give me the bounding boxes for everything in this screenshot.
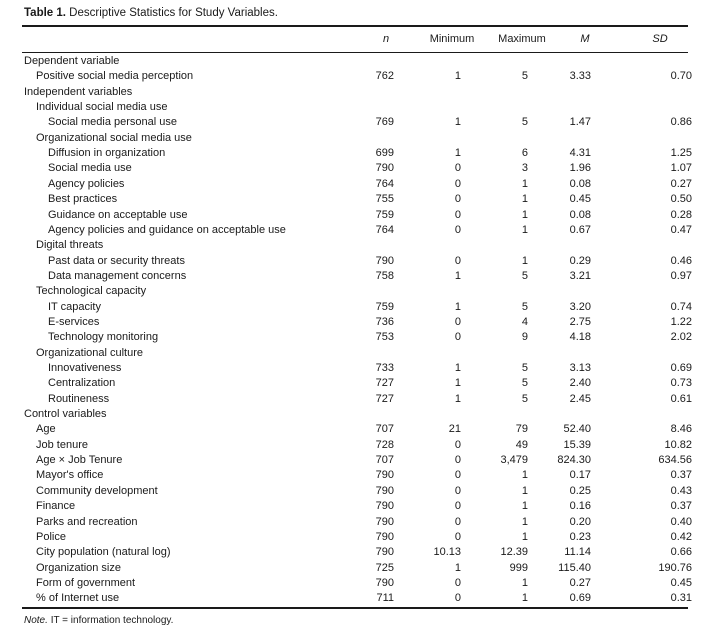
note-text: IT = information technology.: [50, 615, 174, 626]
row-label: Guidance on acceptable use: [48, 208, 188, 221]
cell-sd: 190.76: [658, 561, 692, 574]
row-label: Individual social media use: [36, 101, 168, 114]
table-note: [24, 615, 173, 626]
cell-min: 0: [454, 208, 461, 221]
cell-min: 1: [454, 561, 461, 574]
row-label: Diffusion in organization: [48, 147, 166, 160]
header-maximum: Maximum: [498, 33, 546, 45]
cell-m: 0.25: [569, 484, 591, 497]
row-label: IT capacity: [48, 300, 101, 313]
cell-min: 1: [454, 362, 461, 374]
cell-min: 1: [454, 392, 461, 405]
cell-m: 3.13: [569, 362, 591, 374]
cell-max: 1: [521, 530, 528, 543]
cell-max: 6: [521, 147, 528, 160]
table-row: [0, 438, 712, 453]
cell-sd: 0.70: [670, 70, 692, 83]
cell-n: 707: [375, 423, 394, 436]
table-row: [0, 238, 712, 253]
cell-n: 736: [375, 315, 394, 328]
table-row: [0, 100, 712, 115]
cell-sd: 0.37: [670, 469, 692, 482]
table-label: Table 1.: [24, 7, 66, 19]
cell-max: 1: [521, 515, 528, 528]
cell-max: 1: [521, 592, 528, 605]
row-label: Positive social media perception: [36, 70, 194, 83]
table-row: [0, 591, 712, 606]
row-label: Technological capacity: [36, 285, 147, 298]
cell-max: 12.39: [500, 546, 528, 559]
cell-n: 753: [375, 331, 394, 344]
cell-n: 790: [375, 484, 394, 497]
row-label: Parks and recreation: [36, 515, 138, 528]
cell-sd: 0.47: [670, 223, 692, 236]
cell-max: 5: [521, 392, 528, 405]
row-label: Police: [36, 530, 66, 543]
table-row: [0, 269, 712, 284]
cell-sd: 0.50: [670, 193, 692, 206]
row-label: % of Internet use: [36, 592, 120, 605]
header-sd: SD: [652, 33, 668, 45]
cell-max: 999: [509, 561, 528, 574]
cell-m: 115.40: [558, 561, 591, 574]
row-label: Age: [36, 423, 56, 436]
table-title: Descriptive Statistics for Study Variables.: [69, 7, 278, 19]
cell-min: 0: [454, 576, 461, 589]
cell-m: 1.96: [569, 162, 591, 175]
row-label: Best practices: [48, 193, 118, 206]
cell-sd: 0.61: [670, 392, 692, 405]
cell-n: 790: [375, 530, 394, 543]
cell-max: 5: [521, 300, 528, 313]
cell-min: 0: [454, 484, 461, 497]
cell-n: 727: [375, 377, 394, 390]
cell-m: 0.67: [569, 223, 591, 236]
table-row: [0, 284, 712, 299]
cell-n: 790: [375, 515, 394, 528]
cell-sd: 0.97: [670, 269, 692, 282]
table-row: [0, 223, 712, 238]
table-row: [0, 422, 712, 437]
cell-sd: 10.82: [664, 438, 692, 451]
row-label: Social media use: [48, 162, 132, 175]
cell-sd: 0.45: [670, 576, 692, 589]
row-label: Organizational social media use: [36, 131, 192, 144]
cell-n: 759: [375, 208, 394, 221]
table-caption: [24, 7, 278, 19]
row-label: Control variables: [24, 408, 107, 421]
cell-min: 1: [454, 147, 461, 160]
cell-n: 758: [375, 269, 394, 282]
table-row: [0, 131, 712, 146]
row-label: Social media personal use: [48, 116, 178, 129]
row-label: Innovativeness: [48, 362, 122, 374]
row-label: City population (natural log): [36, 546, 171, 559]
cell-n: 769: [375, 116, 394, 129]
cell-max: 1: [521, 576, 528, 589]
table-row: [0, 161, 712, 176]
header-minimum: Minimum: [429, 33, 475, 45]
table-row: [0, 376, 712, 391]
cell-sd: 0.28: [670, 208, 692, 221]
cell-max: 49: [515, 438, 528, 451]
cell-max: 5: [521, 362, 528, 374]
table-row: [0, 515, 712, 530]
table-row: [0, 330, 712, 345]
cell-m: 4.31: [569, 147, 591, 160]
cell-min: 0: [454, 438, 461, 451]
table-row: [0, 484, 712, 499]
cell-n: 707: [375, 454, 394, 467]
row-label: Community development: [36, 484, 158, 497]
cell-min: 10.13: [433, 546, 461, 559]
note-label: Note.: [24, 615, 48, 626]
table-row: [0, 468, 712, 483]
cell-min: 0: [454, 469, 461, 482]
cell-max: 1: [521, 484, 528, 497]
table-row: [0, 361, 712, 376]
cell-max: 1: [521, 177, 528, 190]
cell-min: 0: [454, 500, 461, 513]
table-row: [0, 346, 712, 361]
cell-min: 0: [454, 454, 461, 467]
table-row: [0, 146, 712, 161]
cell-m: 2.40: [569, 377, 591, 390]
cell-n: 790: [375, 254, 394, 267]
row-label: Agency policies and guidance on acceptable use: [48, 223, 286, 236]
cell-m: 0.20: [569, 515, 591, 528]
cell-min: 1: [454, 269, 461, 282]
cell-max: 5: [521, 70, 528, 83]
cell-min: 0: [454, 592, 461, 605]
row-label: Job tenure: [36, 438, 88, 451]
table-row: [0, 177, 712, 192]
cell-m: 0.29: [569, 254, 591, 267]
cell-n: 790: [375, 546, 394, 559]
cell-sd: 0.40: [670, 515, 692, 528]
cell-min: 0: [454, 515, 461, 528]
cell-m: 824.30: [557, 454, 591, 467]
cell-min: 1: [454, 377, 461, 390]
cell-min: 0: [454, 315, 461, 328]
cell-m: 0.16: [569, 500, 591, 513]
table-row: [0, 115, 712, 130]
cell-max: 1: [521, 469, 528, 482]
cell-min: 0: [454, 177, 461, 190]
cell-min: 1: [454, 300, 461, 313]
cell-sd: 0.37: [670, 500, 692, 513]
cell-min: 1: [454, 70, 461, 83]
cell-m: 0.23: [569, 530, 591, 543]
cell-n: 764: [375, 223, 394, 236]
cell-min: 21: [448, 423, 461, 436]
cell-sd: 0.31: [670, 592, 692, 605]
row-label: Routineness: [48, 392, 110, 405]
cell-m: 3.33: [569, 70, 591, 83]
cell-m: 0.08: [569, 177, 591, 190]
cell-max: 4: [521, 315, 528, 328]
row-label: Data management concerns: [48, 269, 187, 282]
cell-max: 3,479: [500, 454, 528, 467]
cell-sd: 0.46: [670, 254, 692, 267]
row-label: Form of government: [36, 576, 136, 589]
cell-sd: 1.07: [670, 162, 692, 175]
table-row: [0, 392, 712, 407]
cell-max: 9: [521, 331, 528, 344]
row-label: Dependent variable: [24, 55, 120, 67]
table-row: [0, 254, 712, 269]
cell-m: 3.20: [569, 300, 591, 313]
cell-sd: 0.74: [670, 300, 692, 313]
cell-min: 1: [454, 116, 461, 129]
cell-sd: 2.02: [670, 331, 692, 344]
row-label: Past data or security threats: [48, 254, 185, 267]
row-label: Agency policies: [48, 177, 125, 190]
cell-max: 5: [521, 269, 528, 282]
cell-n: 790: [375, 500, 394, 513]
table-row: [0, 530, 712, 545]
cell-n: 728: [375, 438, 394, 451]
cell-max: 1: [521, 208, 528, 221]
cell-n: 790: [375, 162, 394, 175]
cell-n: 790: [375, 576, 394, 589]
table-row: [0, 499, 712, 514]
table-row: [0, 300, 712, 315]
cell-m: 2.45: [569, 392, 591, 405]
table-row: [0, 69, 712, 84]
cell-max: 1: [521, 500, 528, 513]
cell-max: 1: [521, 223, 528, 236]
cell-n: 759: [375, 300, 394, 313]
cell-max: 5: [521, 377, 528, 390]
cell-n: 733: [375, 362, 394, 374]
row-label: Digital threats: [36, 239, 104, 252]
table-row: [0, 85, 712, 100]
table-row: [0, 453, 712, 468]
cell-sd: 0.42: [670, 530, 692, 543]
cell-n: 764: [375, 177, 394, 190]
table-row: [0, 545, 712, 560]
row-label: Organizational culture: [36, 346, 144, 359]
row-label: Finance: [36, 500, 76, 513]
cell-sd: 0.73: [670, 377, 692, 390]
row-label: Technology monitoring: [48, 331, 159, 344]
table-row: [0, 192, 712, 207]
cell-sd: 8.46: [670, 423, 692, 436]
header-m: M: [580, 33, 590, 45]
table-row: [0, 54, 712, 69]
cell-sd: 1.22: [670, 315, 692, 328]
cell-m: 3.21: [569, 269, 591, 282]
cell-n: 755: [375, 193, 394, 206]
cell-n: 711: [376, 592, 394, 605]
cell-min: 0: [454, 530, 461, 543]
cell-m: 0.69: [569, 592, 591, 605]
cell-sd: 0.27: [670, 177, 692, 190]
row-label: Mayor's office: [36, 469, 104, 482]
table-row: [0, 407, 712, 422]
cell-max: 1: [521, 193, 528, 206]
row-label: Independent variables: [24, 85, 133, 98]
cell-m: 4.18: [569, 331, 591, 344]
cell-n: 790: [375, 469, 394, 482]
cell-m: 11.14: [564, 546, 591, 559]
cell-m: 1.47: [569, 116, 591, 129]
table-row: [0, 576, 712, 591]
table-row: [0, 315, 712, 330]
top-rule: [22, 25, 688, 27]
cell-m: 52.40: [563, 423, 591, 436]
cell-n: 727: [375, 392, 394, 405]
cell-sd: 0.66: [670, 546, 692, 559]
row-label: Age × Job Tenure: [36, 454, 123, 467]
table-row: [0, 561, 712, 576]
bottom-rule: [22, 607, 688, 609]
cell-sd: 634.56: [658, 454, 692, 467]
cell-m: 15.39: [563, 438, 591, 451]
row-label: Centralization: [48, 377, 116, 390]
cell-m: 0.27: [569, 576, 591, 589]
cell-sd: 0.43: [670, 484, 692, 497]
cell-n: 699: [375, 147, 394, 160]
cell-max: 5: [521, 116, 528, 129]
row-label: Organization size: [36, 561, 121, 574]
table-row: [0, 208, 712, 223]
row-label: E-services: [48, 315, 100, 328]
cell-m: 0.17: [569, 469, 591, 482]
cell-min: 0: [454, 223, 461, 236]
cell-sd: 0.69: [670, 362, 692, 374]
cell-max: 3: [521, 162, 528, 175]
cell-m: 0.45: [569, 193, 591, 206]
header-n: n: [382, 33, 390, 45]
cell-min: 0: [454, 193, 461, 206]
cell-max: 1: [521, 254, 528, 267]
cell-min: 0: [454, 331, 461, 344]
cell-max: 79: [515, 423, 528, 436]
cell-n: 725: [375, 561, 394, 574]
cell-n: 762: [375, 70, 394, 83]
cell-m: 2.75: [569, 315, 591, 328]
cell-sd: 0.86: [670, 116, 692, 129]
cell-min: 0: [454, 254, 461, 267]
cell-sd: 1.25: [670, 147, 692, 160]
cell-m: 0.08: [569, 208, 591, 221]
header-rule: [22, 52, 688, 53]
cell-min: 0: [454, 162, 461, 175]
